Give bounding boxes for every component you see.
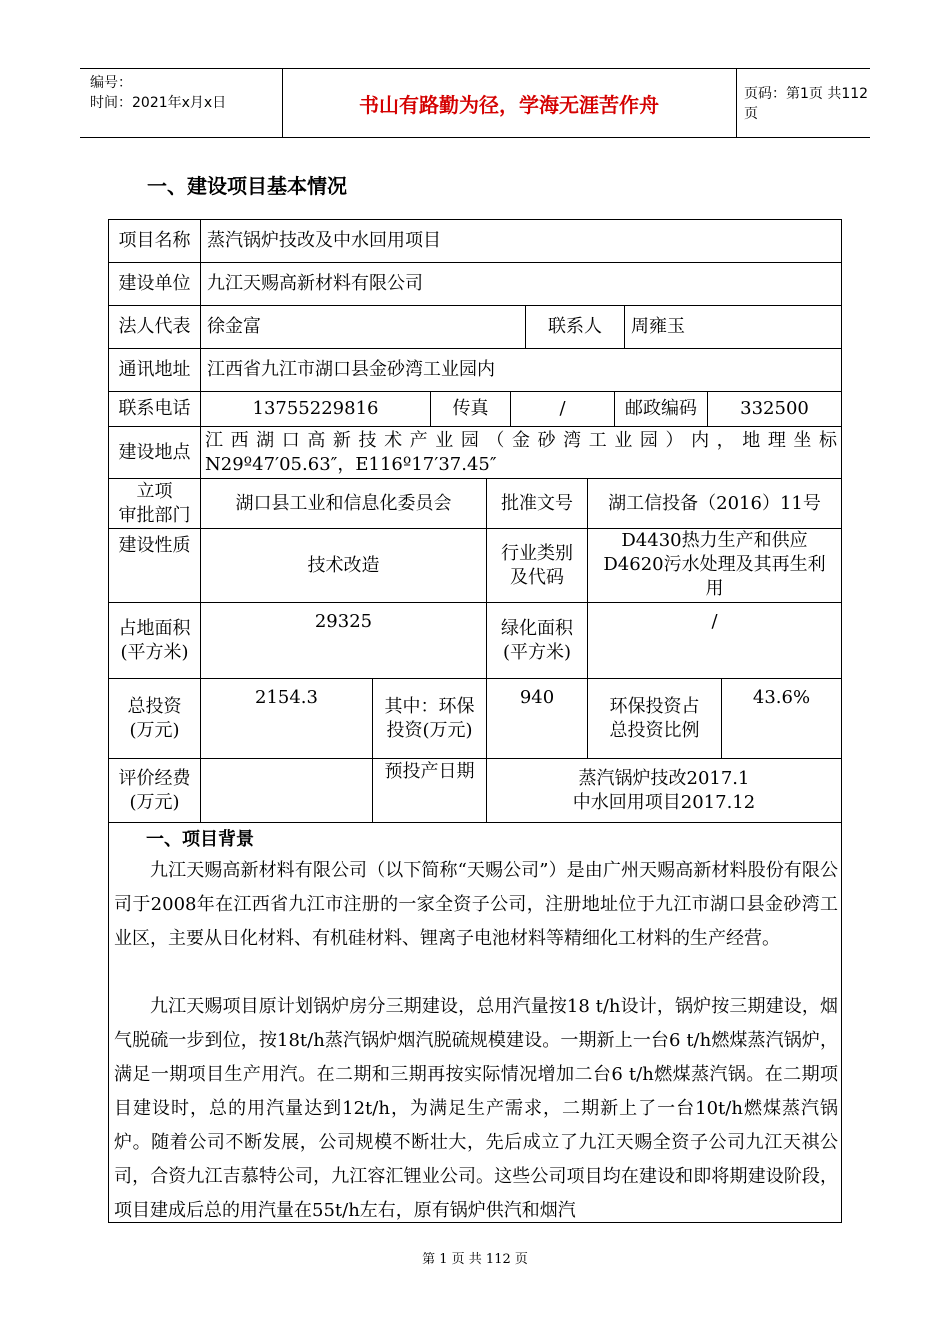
env-invest-label-line: 其中：环保 [384,695,475,717]
nature-value: 技术改造 [307,554,380,576]
green-label-line: 绿化面积 [501,617,573,639]
contact-label: 联系人 [548,316,602,337]
prod-date-value [487,759,841,822]
serial-label: 编号： [90,75,132,91]
table-rule [109,602,841,603]
approval-doc-label: 批准文号 [501,492,573,514]
page-header [80,68,870,138]
location-line: 江西湖口高新技术产业园（金砂湾工业园）内，地理坐标 [205,430,837,451]
location-value [205,429,837,477]
location-coords: N29º47′05.63″，E116º17′37.45″ [205,454,497,475]
approval-dept-value: 湖口县工业和信息化委员会 [235,492,452,514]
industry-line: D4430热力生产和供应 [621,530,808,551]
env-invest-label-line: 投资(万元) [386,719,473,741]
header-page-info: 页码：第1页 共112页 [744,86,869,122]
green-label [487,603,587,678]
project-name-label: 项目名称 [118,230,191,251]
ratio-label-line: 总投资比例 [609,719,700,741]
legal-rep-value: 徐金富 [207,316,261,337]
address-value: 江西省九江市湖口县金砂湾工业园内 [207,359,495,380]
ratio-label [588,679,721,758]
green-value: / [711,611,718,632]
fee-label [109,759,200,822]
project-name-value: 蒸汽锅炉技改及中水回用项目 [207,230,441,251]
background-heading: 一、项目背景 [146,829,254,850]
unit-label: 建设单位 [118,273,191,294]
background-paragraph: 九江天赐高新材料有限公司（以下简称“天赐公司”）是由广州天赐高新材料股份有限公司于2008年在江西省九江市注册的一家全资子公司，注册地址位于九江市湖口县金砂湾工业区，主要从日化材料、有机硅材料、锂离子电池材料等精细化工材料的生产经营。 [114,860,838,949]
invest-value: 2154.3 [255,687,318,708]
prod-date-label: 预投产日期 [384,761,475,782]
fee-value [201,759,372,822]
approval-dept-label [109,479,200,528]
unit-value: 九江天赐高新材料有限公司 [207,273,423,294]
env-invest-label [373,679,486,758]
table-rule [109,426,841,427]
industry-label [487,529,587,602]
env-invest-value: 940 [519,687,555,708]
area-value: 29325 [314,611,373,632]
phone-label: 联系电话 [118,398,191,419]
section-title: 一、建设项目基本情况 [147,174,347,198]
fax-label: 传真 [452,398,489,419]
header-meta [80,69,280,137]
approval-doc-value: 湖工信投备（2016）11号 [608,492,821,514]
background-paragraph: 九江天赐项目原计划锅炉房分三期建设，总用汽量按18 t/h设计，锅炉按三期建设，烟气脱硫一步到位，按18t/h蒸汽锅炉烟汽脱硫规模建设。一期新上一台6 t/h燃煤蒸汽锅炉，满足一期项目生产用汽。在二期和三期再按实际情况增加二台6 t/h燃煤蒸汽锅。在二期项目建设时，总的用汽量达到12t/h，为满足生产需求，二期新上了一台10t/h燃煤蒸汽锅炉。随着公司不断发展，公司规模不断壮大，先后成立了九江天赐全资子公司九江天祺公司，合资九江吉慕特公司，九江容汇锂业公司。这些公司项目均在建设和即将期建设阶段，项目建成后总的用汽量在55t/h左右，原有锅炉供汽和烟汽 [114,996,838,1221]
area-label-line: (平方米) [120,641,189,663]
invest-label-line: 总投资 [127,695,182,717]
area-label-line: 占地面积 [118,617,191,639]
date-label: 时间：2021年x月x日 [90,95,227,111]
industry-label-line: 及代码 [510,566,564,588]
nature-label: 建设性质 [118,535,191,556]
ratio-value: 43.6% [752,687,811,708]
prod-date-line: 中水回用项目2017.12 [572,791,756,813]
industry-label-line: 行业类别 [501,542,573,564]
fee-label-line: 评价经费 [118,767,191,789]
phone-value: 13755229816 [252,398,379,419]
fee-label-line: (万元) [129,791,180,813]
green-label-line: (平方米) [502,641,572,663]
page-footer: 第 1 页 共 112 页 [422,1252,528,1267]
fax-value: / [559,398,566,419]
address-label: 通讯地址 [118,359,191,380]
approval-dept-label-line: 立项 [136,480,173,502]
industry-line: D4620污水处理及其再生利 [603,554,826,575]
legal-rep-label: 法人代表 [118,316,191,337]
area-label [109,603,200,678]
header-motto: 书山有路勤为径，学海无涯苦作舟 [359,92,659,117]
contact-value: 周雍玉 [631,316,685,337]
ratio-label-line: 环保投资占 [609,695,700,717]
invest-label-line: (万元) [129,719,180,741]
location-label: 建设地点 [118,441,191,463]
approval-dept-label-line: 审批部门 [118,504,191,526]
industry-value [588,529,841,601]
industry-line: 用 [705,578,724,599]
postcode-value: 332500 [740,398,809,419]
header-divider [736,69,737,137]
prod-date-line: 蒸汽锅炉技改2017.1 [578,767,750,789]
invest-label [109,679,200,758]
postcode-label: 邮政编码 [625,398,697,419]
